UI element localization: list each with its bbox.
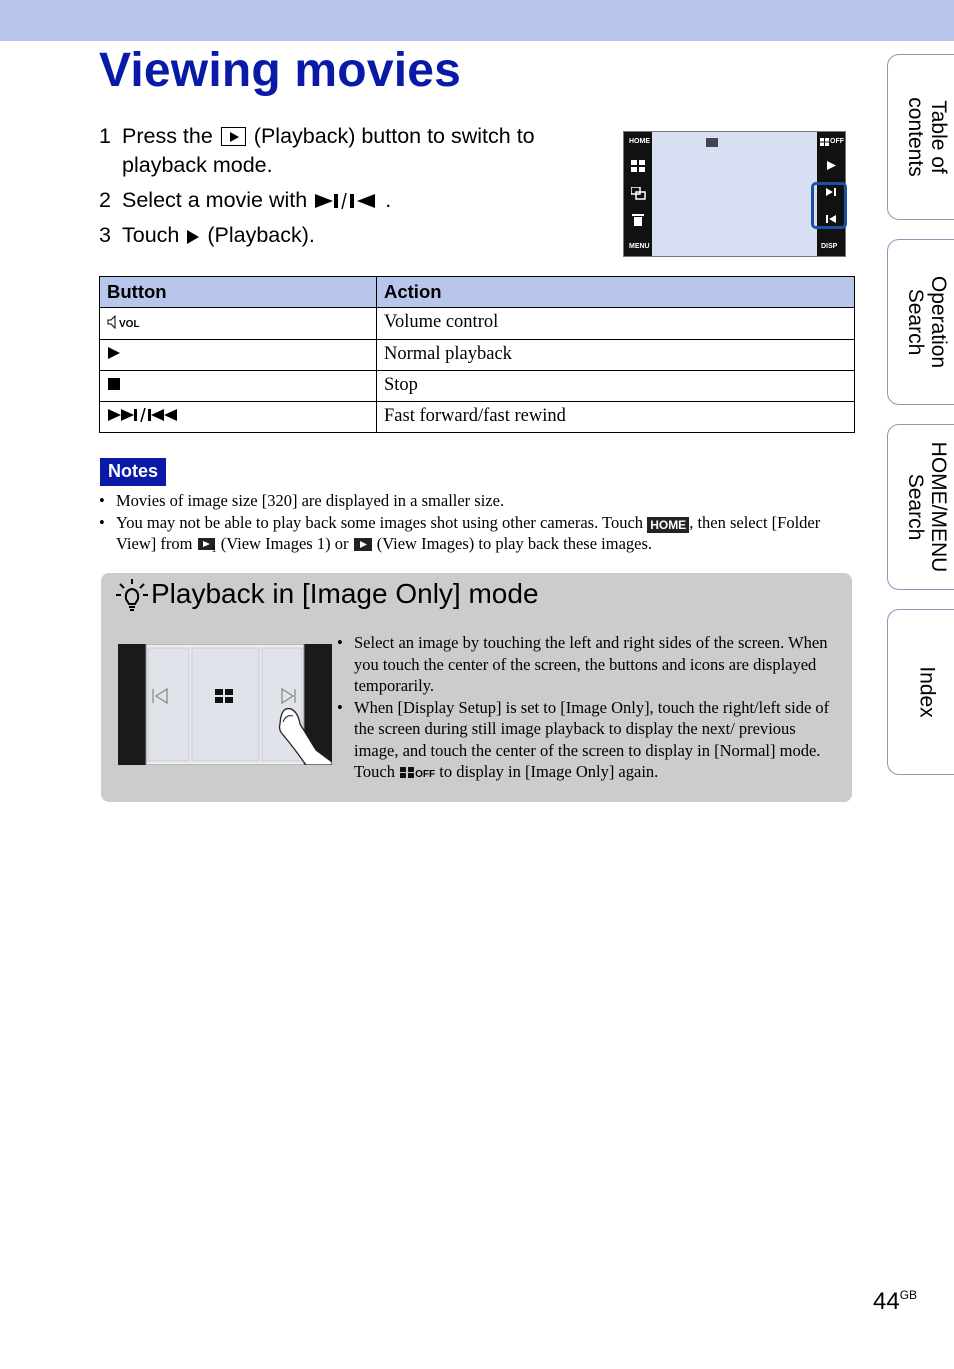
home-label: HOME [629,138,650,145]
table-cell-action: Stop [377,371,855,402]
image-only-icon [399,766,415,779]
table-cell-action: Volume control [377,308,855,340]
step-text: Select a movie with [122,188,308,212]
tab-label-line: contents [904,97,927,177]
off-label: OFF [830,138,844,145]
table-header-row [100,277,855,308]
table-cell-icon [100,308,377,340]
playback-button-icon [221,127,246,146]
tab-home-menu-search[interactable] [887,424,954,590]
table-row [100,308,855,340]
table-row [100,371,855,402]
step-text: (Playback). [207,223,315,247]
tab-label [904,442,950,573]
button-action-table [99,276,855,433]
tab-label [904,276,950,368]
volume-icon [107,315,119,329]
page-number-value: 44 [873,1288,900,1315]
header-action: Action [377,277,855,308]
notes-badge: Notes [100,458,166,486]
page-number [873,1288,917,1316]
hint-text: to display in [Image Only] again. [439,762,659,781]
tab-index[interactable] [887,609,954,775]
table-row [100,402,855,433]
tab-operation-search[interactable] [887,239,954,405]
disp-label: DISP [821,243,838,250]
hint-list [337,632,832,786]
off-label: OFF [415,769,436,780]
step-text: . [385,188,392,212]
hint-title: Playback in [Image Only] mode [151,578,539,609]
tab-label-line: Index [915,666,939,718]
note-text: (View Images) to play back these images. [376,534,653,553]
tab-label [904,97,950,176]
play-icon [107,346,121,360]
table-cell-action: Normal playback [377,340,855,371]
fast-forward-rewind-icon [107,407,179,423]
play-icon [826,160,837,171]
hint-text: Select an image by touching the left and right sides of the screen. When you touch the center of the screen, the buttons and icons are displayed temporarily. [354,633,828,695]
note-text: , then select [Folder View] from [116,512,821,553]
page-title: Viewing movies [99,44,462,97]
trash-icon [632,212,644,226]
hint-text: When [Display Setup] is set to [Image Only], touch the right/left side of the screen during still image playback to display the next/ previous image, and touch the center of the screen to display in [Normal] mode. Touch [354,697,830,781]
step-1 [99,122,609,180]
camera-screen-illustration [623,131,846,257]
step-number: 2 [99,188,111,212]
table-cell-action: Fast forward/fast rewind [377,402,855,433]
table-cell-icon [100,402,377,433]
index-icon [631,160,645,172]
step-text: Press the [122,124,213,148]
tab-label-line: Search [904,288,927,356]
step-3 [99,221,609,250]
notes-list [99,490,859,555]
left-button-column [624,132,652,256]
header-button: Button [100,277,377,308]
steps-list [99,122,609,256]
table-cell-icon [100,371,377,402]
tab-label-line: Table of [927,100,950,174]
movie-size-icon [706,138,718,147]
vol-label: VOL [119,319,140,330]
step-text: (Playback) button to switch to playback mode. [122,124,535,177]
step-number: 1 [99,124,111,148]
tab-table-of-contents[interactable] [887,54,954,220]
page-suffix: GB [899,1288,918,1302]
view-images-1-icon [197,537,217,552]
step-text: Touch [122,223,180,247]
image-only-icon [820,138,829,146]
home-icon: HOME [647,517,689,533]
slideshow-icon [631,187,646,200]
hint-item [337,632,832,697]
bullet: • [337,633,343,652]
menu-label: MENU [629,243,650,250]
stop-icon [107,377,121,391]
tab-label [916,666,939,717]
hint-item [337,697,832,786]
tab-label-line: HOME/MENU [927,441,950,573]
table-row [100,340,855,371]
step-number: 3 [99,223,111,247]
bullet: • [337,697,343,717]
step-2 [99,186,609,215]
top-banner [0,0,954,41]
highlight-frame [811,182,847,229]
lightbulb-icon [115,578,149,614]
bullet: • [99,491,105,510]
note-text: You may not be able to play back some images shot using other cameras. Touch [116,512,644,532]
note-item [99,512,859,555]
note-text: (View Images 1) or [220,534,349,553]
bullet: • [99,512,105,532]
view-images-icon [353,537,373,552]
note-item [99,490,859,512]
play-icon [185,228,201,246]
tab-label-line: Search [904,473,927,541]
tab-label-line: Operation [927,275,950,369]
note-text: Movies of image size [320] are displayed in a smaller size. [116,491,505,510]
next-previous-icon [313,191,379,211]
touch-screen-illustration [118,644,332,765]
table-cell-icon [100,340,377,371]
svg-text:1: 1 [211,547,216,552]
